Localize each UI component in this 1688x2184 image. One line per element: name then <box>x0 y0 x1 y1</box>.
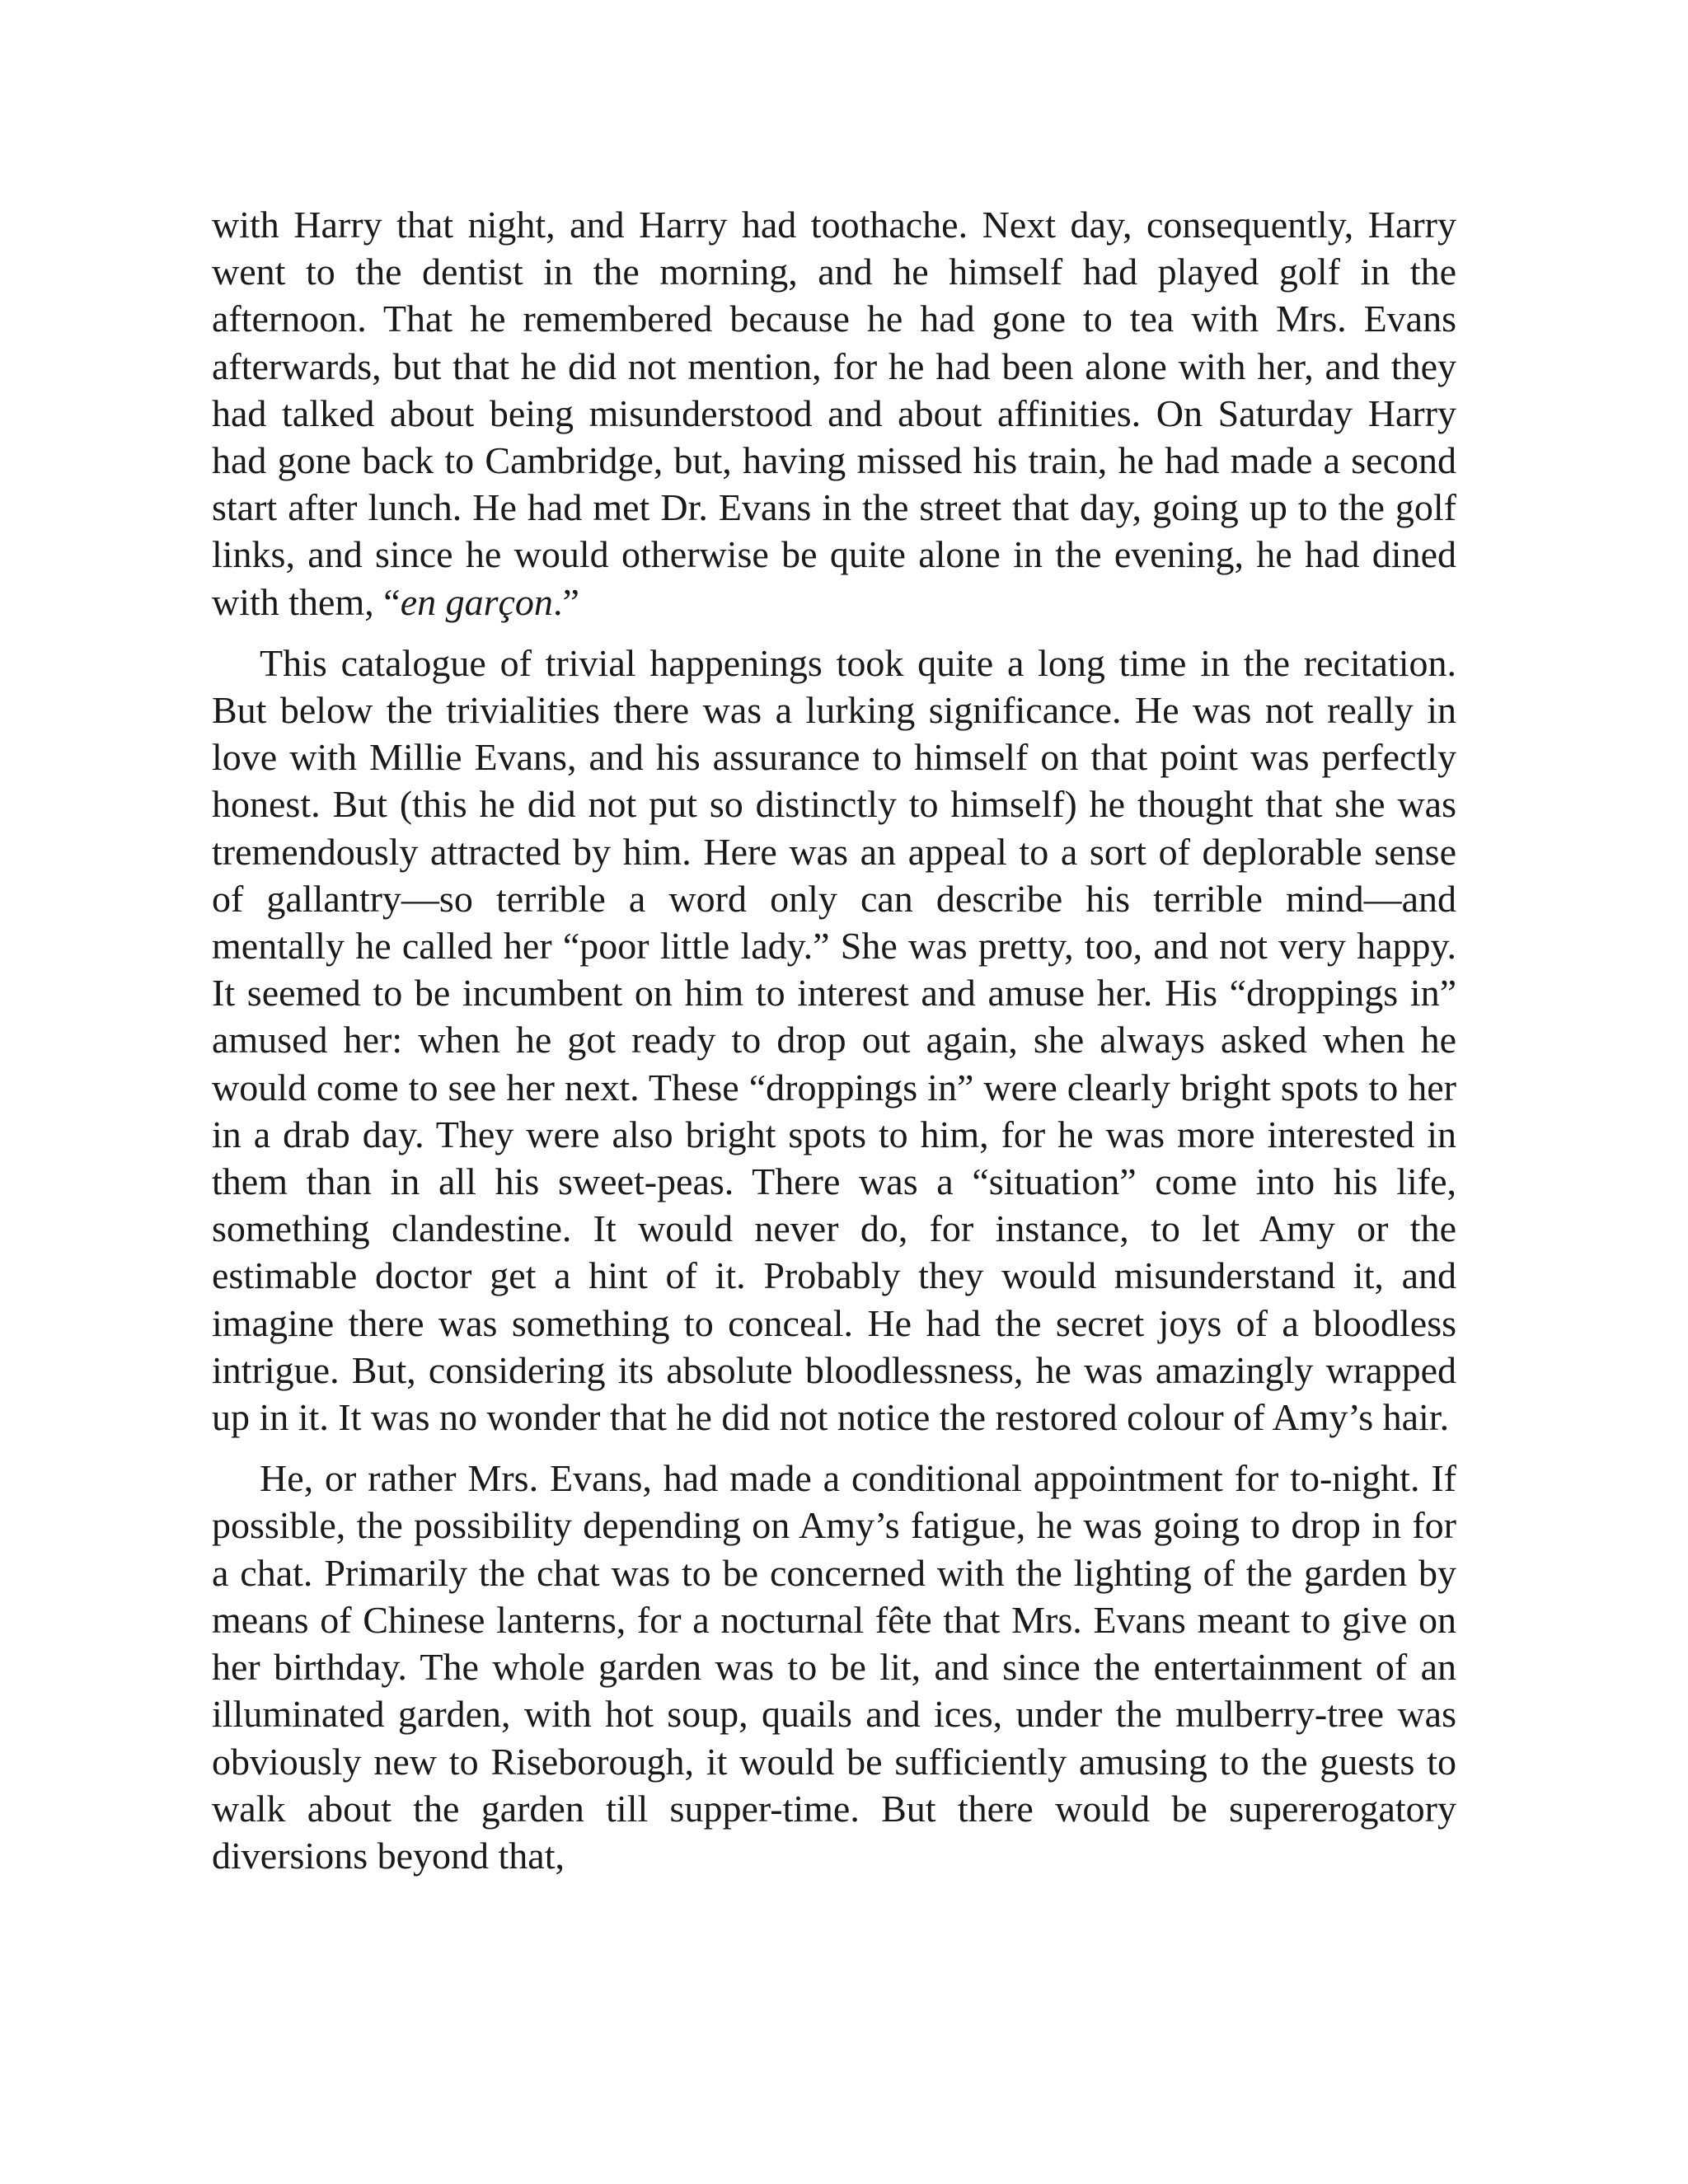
paragraph-1-text: with Harry that night, and Harry had toothache. Next day, consequently, Harry went to the dentist in the morning, and he himself had played golf in the afternoon. That he remembered because he had gone to tea with Mrs. Evans afterwards, but that he did not mention, for he had been alone with her, and they had talked about being misunderstood and about affinities. On Saturday Harry had gone back to Cambridge, but, having missed his train, he had made a second start after lunch. He had met Dr. Evans in the street that day, going up to the golf links, and since he would otherwise be quite alone in the evening, he had dined with them, “ <box>212 204 1456 623</box>
paragraph-1 <box>212 201 1456 626</box>
paragraph-2: This catalogue of trivial happenings took quite a long time in the recitation. But below the trivialities there was a lurking significance. He was not really in love with Millie Evans, and his assurance to himself on that point was perfectly honest. But (this he did not put so distinctly to himself) he thought that she was tremendously attracted by him. Here was an appeal to a sort of deplorable sense of gallantry—so terrible a word only can describe his terrible mind—and mentally he called her “poor little lady.” She was pretty, too, and not very happy. It seemed to be incumbent on him to interest and amuse her. His “droppings in” amused her: when he got ready to drop out again, she always asked when he would come to see her next. These “droppings in” were clearly bright spots to her in a drab day. They were also bright spots to him, for he was more interested in them than in all his sweet-peas. There was a “situation” come into his life, something clandestine. It would never do, for instance, to let Amy or the estimable doctor get a hint of it. Probably they would misunderstand it, and imagine there was something to conceal. He had the secret joys of a bloodless intrigue. But, considering its absolute bloodlessness, he was amazingly wrapped up in it. It was no wonder that he did not notice the restored colour of Amy’s hair. <box>212 641 1456 1439</box>
paragraph-3: He, or rather Mrs. Evans, had made a conditional appointment for to-night. If possible, the possibility depending on Amy’s fatigue, he was going to drop in for a chat. Primarily the chat was to be concerned with the lighting of the garden by means of Chinese lanterns, for a nocturnal fête that Mrs. Evans meant to give on her birthday. The whole garden was to be lit, and since the entertainment of an illuminated garden, with hot soup, quails and ices, under the mulberry-tree was obviously new to Riseborough, it would be sufficiently amusing to the guests to walk about the garden till supper-time. But there would be supererogatory diversions beyond that, <box>212 1457 1456 1877</box>
paragraph-1-italic: en garçon <box>400 580 553 623</box>
body-text <box>212 201 1456 1879</box>
paragraph-1-end: .” <box>552 580 579 623</box>
